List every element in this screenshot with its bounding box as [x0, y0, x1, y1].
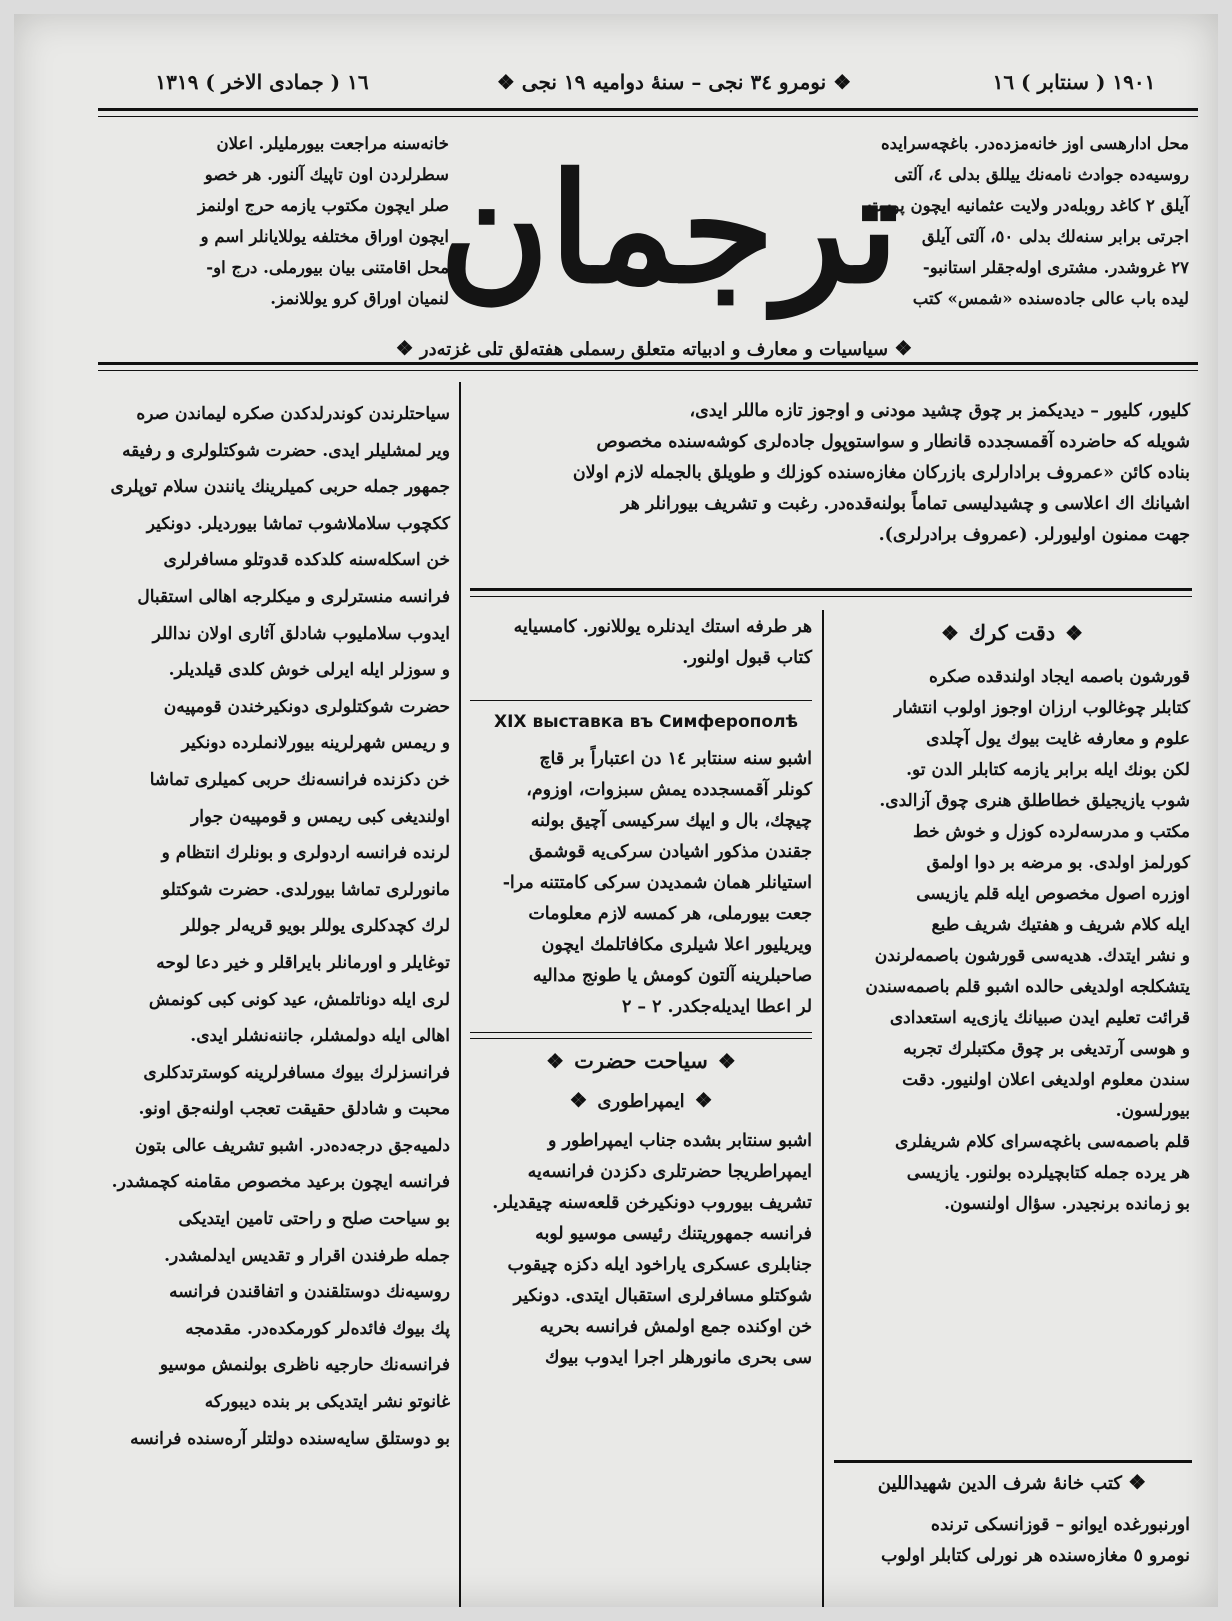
text-line: محل ادارهسی اوز خانه‌مزده‌در. باغچه‌سرایده: [881, 134, 1189, 153]
text-line: اولندیغى کبى ریمس و قومپیه‌ن جوار: [190, 806, 450, 827]
text-line: قورشون باصمه ایجاد اولندقده صکره: [928, 667, 1190, 687]
ornament-icon: ❖: [1065, 621, 1084, 645]
text-line: فرانسزلرك بیوك مسافرلرینه کوسترتدکلرى: [143, 1062, 450, 1083]
text-line: ایدوب سلاملیوب شادلق آثارى اولان نداللر: [152, 623, 450, 644]
subscription-notice: [849, 128, 1189, 314]
text-line: لیده باب عالى جاده‌سنده «شمس» کتب: [912, 289, 1189, 308]
text-line: و نشر ایتدك. هدیه‌سى قورشون باصمه‌لرندن: [874, 946, 1190, 966]
text-line: روسیه‌نك دوستلقندن و اتفاقندن فرانسه: [169, 1282, 450, 1303]
hijri-date: ١٦ ( جمادى الاخر ) ١٣١٩: [155, 70, 369, 94]
ad-rule-thin: [470, 596, 1192, 597]
newspaper-page: [14, 14, 1218, 1607]
text-line: تشریف بیوروب دونکیرخن قلعه‌سنه چیقدیلر.: [492, 1193, 812, 1213]
bookstore-heading: [834, 1470, 1190, 1494]
text-line: لر اعطا ایدیله‌جکدر. ٢ – ٢: [622, 997, 812, 1017]
text-line: آیلق ٢ کاغد روبله‌در ولایت عثمانیه ایچون پوسته: [863, 196, 1189, 215]
text-line: بناده کائن «عمروف برادارلرى بازرکان مغازه‌سنده کوزلك و طویلق بالجمله لازم اولان: [572, 463, 1190, 483]
text-line: ککچوب سلاملاشوب تماشا بیوردیلر. دونکیر: [146, 513, 450, 534]
text-line: غانوتو نشر ایتدیکى بر بنده دیبورکه: [204, 1392, 450, 1413]
text-line: و ریمس شهرلرینه بیورلانملرده دونکیر: [181, 733, 450, 754]
text-line: جمله طرفندن اقرار و تقدیس ایدلمشدر.: [164, 1245, 450, 1266]
text-line: سى بحرى مانورهلر اجرا ایدوب بیوك: [545, 1348, 812, 1368]
text-line: توغایلر و اورمانلر بایراقلر و خیر دعا لوحه: [156, 952, 450, 973]
text-line: استیانلر همان شمدیدن سرکى کامتتنه مرا-: [502, 873, 812, 893]
ornament-icon: ❖: [546, 1049, 565, 1073]
text-line: اشبو سنه سنتابر ١٤ دن اعتباراً بر قاچ: [539, 749, 812, 769]
text-line: خن دکزنده فرانسه‌نك حربى کمیلرى تماشا: [149, 769, 450, 790]
text-line: چیچك، بال و ایپك سرکیسى آچیق بولنه: [530, 811, 812, 831]
text-line: و هوسى آرتدیغى بر چوق مکتبلرك تجربه: [903, 1039, 1190, 1059]
shop-advertisement: [470, 396, 1190, 551]
text-line: خن اسکله‌سنه کلدکده قدوتلو مسافرلرى: [163, 550, 450, 571]
ornament-icon: ❖: [1128, 1470, 1147, 1494]
text-line: و سوزلر ایله ایرلى خوش کلدى قیلدیلر.: [168, 660, 450, 681]
text-line: لرى ایله دوناتلمش، عید کونى کبى کونمش: [148, 989, 450, 1010]
text-line: ایله کلام شریف و هفتیك شریف طبع: [931, 915, 1190, 935]
travel-heading: [470, 1048, 812, 1073]
ornament-icon: ❖: [894, 336, 913, 360]
text-line: ویریلیور اعلا شیلرى مکافاتلمك ایچون: [541, 935, 812, 955]
travel-article: [470, 1126, 812, 1374]
column-divider-left: [459, 382, 461, 1607]
text-line: کورلمز اولدى. بو مرضه بر دوا اولمق: [926, 853, 1190, 873]
text-line: شوب یازیجیلق خطاطلق هنرى چوق آزالدى.: [879, 791, 1190, 811]
text-line: جقندن مذکور اشیادن سرکى‌یه قوشمق: [528, 842, 812, 862]
ornament-icon: ❖: [496, 70, 515, 94]
attention-heading: [834, 620, 1190, 645]
text-line: سیاحتلرندن کوندرلدکدن صکره لیماندن صره: [136, 404, 450, 424]
text-line: جنابلرى عسکرى یاراخود ایله دکزه چیقوب: [507, 1255, 812, 1275]
text-line: هر طرفه استك ایدنلره یوللانور. کامسیایه: [513, 617, 812, 637]
ornament-icon: ❖: [833, 70, 852, 94]
text-line: یتشکلجه اولدیغى حالده اشبو قلم باصمه‌سندن: [865, 977, 1190, 997]
gregorian-date: ١٩٠١ ( سنتابر ) ١٦: [992, 70, 1156, 94]
bookstore-heading-text: کتب خانهٔ شرف الدین شهیداللین: [877, 1473, 1122, 1494]
text-line: ایمپراطریجا حضرتلرى دکزدن فرانسه‌یه: [527, 1162, 812, 1182]
text-line: بو زمانده برنجیدر. سؤال اولنسون.: [944, 1194, 1190, 1214]
text-line: ویر لمشلیلر ایدى. حضرت شوکتلولرى و رفیقه: [122, 440, 450, 461]
text-line: مانورلرى تماشا بیورلدى. حضرت شوکتلو: [161, 879, 450, 900]
exhibition-rule-thin: [470, 1038, 812, 1039]
ornament-icon: ❖: [717, 1049, 736, 1073]
text-line: روسیه‌ده جوادث نامه‌نك ییللق بدلى ٤، آلتى: [894, 165, 1189, 184]
text-line: دلمیه‌جق درجه‌ده‌در. اشبو تشریف عالى بتون: [135, 1135, 450, 1156]
text-line: محل اقامتنى بیان بیورملى. درج او-: [206, 258, 449, 277]
text-line: صاحبلرینه آلتون کومش یا طونج مدالیه: [532, 966, 812, 986]
text-line: بو دوستلق سایه‌سنده دولتلر آره‌سنده فرانسه: [130, 1428, 450, 1449]
text-line: مکتب و مدرسه‌لرده کوزل و خوش خط: [912, 822, 1190, 842]
text-line: لرنده فرانسه اردولرى و بونلرك انتظام و: [161, 843, 450, 864]
column-divider-right: [822, 610, 824, 1607]
ornament-icon: ❖: [940, 621, 959, 645]
text-line: بو سیاحت صلح و راحتى تامین ایتدیکى: [178, 1209, 450, 1230]
text-line: فرانسه جمهوریتنك رئیسى موسیو لوبه: [535, 1224, 812, 1244]
text-line: نومرو ٥ مغازه‌سنده هر نورلى کتابلر اولوب: [880, 1546, 1190, 1566]
text-line: اهالى ایله دولمشلر، جاننه‌نشلر ایدى.: [190, 1026, 450, 1047]
text-line: شویله که حاضرده آقمسجدده قانطار و سواستوپول جاده‌لرى کوشه‌سنده مخصوص: [596, 432, 1190, 452]
shipping-notice: [470, 612, 812, 674]
text-line: بیورلسون.: [1115, 1101, 1190, 1121]
exhibition-rule: [470, 1032, 812, 1033]
text-line: حضرت شوکتلولرى دونکیرخندن قومپیه‌ن: [163, 696, 450, 717]
masthead-rule: [98, 362, 1198, 365]
text-line: کتابلر چوغالوب ارزان اوجوز اولوب انتشار: [894, 698, 1190, 718]
text-line: خانه‌سنه مراجعت بیورملیلر. اعلان: [216, 134, 449, 153]
issue-text: نومرو ٣٤ نجى – سنهٔ دوامیه ١٩ نجى: [521, 70, 827, 94]
header-rule: [98, 108, 1198, 111]
text-line: جهت ممنون اولیورلر. (عمروف برادرلرى).: [878, 525, 1190, 545]
text-line: سطرلردن اون تاپیك آلنور. هر خصو: [204, 165, 449, 184]
text-line: اورنبورغده ایوانو – قوزانسکى ترنده: [930, 1515, 1190, 1535]
text-line: کلیور، کلیور – دیدیکمز بر چوق چشید مودنى و اوجوز تازه ماللر ایدى،: [689, 401, 1190, 421]
tagline-text: سیاسیات و معارف و ادبیاته متعلق رسملى هفته‌لق تلى غزته‌در: [419, 339, 889, 360]
text-line: لرك کچدکلرى یوللر بویو قریه‌لر جوللر: [181, 916, 450, 937]
issue-number: [484, 70, 864, 94]
text-line: جمهور جمله حربى کمیلرینك یانندن سلام توپلرى: [110, 477, 450, 498]
center-rule: [470, 700, 812, 701]
travel-subheading-text: ایمپراطورى: [597, 1091, 685, 1112]
bookstore-article: [834, 1510, 1190, 1572]
text-line: لکن بونك ایله برابر یازمه کتابلر الدن تو.: [906, 760, 1190, 780]
text-line: هر یرده جمله کتابچیلرده بولنور. یازیسى: [906, 1163, 1190, 1183]
text-line: فرانسه ایچون برعید مخصوص مقامنه کچمشدر.: [111, 1172, 450, 1193]
travel-subheading: [470, 1088, 812, 1112]
advertising-notice: [104, 128, 449, 314]
text-line: ایچون اوراق مختلفه یوللایانلر اسم و: [200, 227, 449, 246]
bookstore-rule: [834, 1460, 1192, 1463]
text-line: اوزره اصول مخصوص ایله قلم یازیسى: [916, 884, 1190, 904]
ornament-icon: ❖: [395, 336, 414, 360]
ornament-icon: ❖: [694, 1088, 713, 1112]
travel-article-continued: [104, 396, 450, 1457]
text-line: اشبو سنتابر بشده جناب ایمپراطور و: [548, 1131, 812, 1151]
masthead-rule-thin: [98, 370, 1198, 371]
text-line: لنمیان اوراق کرو یوللانمز.: [270, 289, 449, 308]
masthead-tagline: [354, 336, 954, 360]
text-line: اجرتى برابر سنه‌لك بدلى ٥٠، آلتى آیلق: [921, 227, 1189, 246]
quran-print-article: [834, 662, 1190, 1220]
ad-rule: [470, 588, 1192, 591]
text-line: کونلر آقمسجدده یمش سبزوات، اوزوم،: [526, 780, 812, 800]
exhibition-title: XIX выставка въ Симферополѣ: [494, 712, 799, 732]
text-line: جعت بیورملى، هر کمسه لازم معلومات: [528, 904, 812, 924]
text-line: پك بیوك فائده‌لر کورمکده‌در. مقدمجه: [185, 1318, 450, 1339]
text-line: ٢٧ غروشدر. مشترى اوله‌جقلر استانبو-: [922, 258, 1189, 277]
header-rule-thin: [98, 116, 1198, 117]
text-line: اشیانك اك اعلاسى و چشیدلیسى تماماً بولنه‌قده‌در. رغبت و تشریف بیورانلر هر: [621, 494, 1190, 514]
text-line: فرانسه منسترلرى و میکلرجه اهالى استقبال: [137, 586, 450, 607]
text-line: قرائت تعلیم ایدن صبیانك یازى‌یه استعدادى: [889, 1008, 1190, 1028]
text-line: فرانسه‌نك حارجیه ناظرى بولنمش موسیو: [159, 1355, 450, 1376]
text-line: محبت و شادلق حقیقت تعجب اولنه‌جق اونو.: [138, 1099, 450, 1120]
attention-heading-text: دقت کرك: [968, 620, 1056, 645]
ornament-icon: ❖: [569, 1088, 588, 1112]
text-line: صلر ایچون مکتوب یازمه حرج اولنمز: [197, 196, 449, 215]
masthead-title: ترجمان: [439, 141, 899, 317]
travel-heading-text: سیاحت حضرت: [574, 1048, 708, 1073]
text-line: علوم و معارفه غایت بیوك یول آچلدى: [926, 729, 1190, 749]
text-line: قلم باصمه‌سى باغچه‌سراى کلام شریفلرى: [894, 1132, 1190, 1152]
exhibition-article: [470, 744, 812, 1023]
text-line: کتاب قبول اولنور.: [682, 648, 812, 668]
text-line: خن اوکنده جمع اولمش فرانسه بحریه: [539, 1317, 812, 1337]
text-line: شوکتلو مسافرلرى استقبال ایتدى. دونکیر: [513, 1286, 812, 1306]
text-line: سندن معلوم اولدیغى اعلان اولنیور. دقت: [902, 1070, 1190, 1090]
